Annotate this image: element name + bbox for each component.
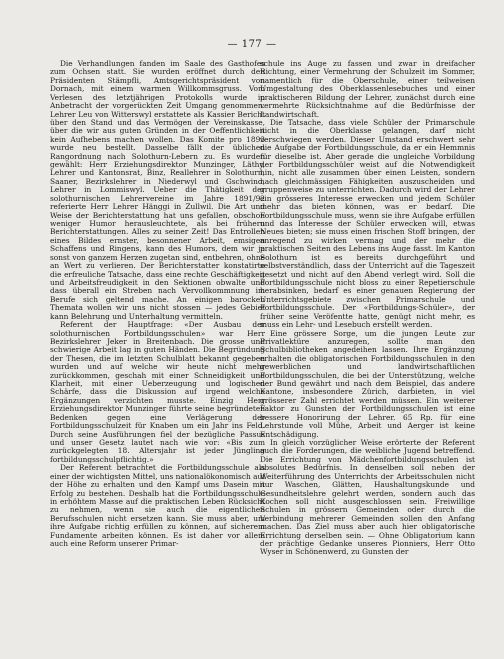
page-header: — 177 — (227, 39, 277, 50)
page-number: 177 (241, 39, 263, 50)
paragraph: Die Tatsache, dass viele Schüler der Primarschule nicht in die Oberklasse gelangen, darf nicht verschwiegen werden. Dieser Umstand erschwert sehr die Aufgabe der Fortbildungsschule, da er ein Hemmnis für dieselbe ist. Aber gerade die ungleiche Vorbildung der Fortbildungsschüler weist auf die Notwendigkeit hin, nicht alle zusammen über einen Leisten, sondern nach gleichmässigen Fähigkeiten auszuscheiden und gruppenweise zu unterrichten. Dadurch wird der Lehrer ein grösseres Interesse erwecken und jedem Schüler mehr das bieten können, was er bedarf. Die Fortbildungsschule muss, wenn sie ihre Aufgabe erfüllen und das Interesse der Schüler erwecken will, etwas Neues bieten; sie muss einen frischen Stoff bringen, der anregend zu wirken vermag und der mehr die praktischen Seiten des Lebens ins Auge fasst. Im Kanton Solothurn ist es bereits durchgeführt und selbstverständlich, dass der Unterricht auf die Tageszeit gesetzt und nicht auf den Abend verlegt wird. Soll die Fortbildungsschule nicht bloss zu einer Repetierschule herabsinken, bedarf es einer genauen Regierung der Unterrichtsgebiete zwischen Primarschule und Fortbildungsschule. Der «Fortbildungs-Schüler», der früher seine Veröfentte hatte, genügt nicht mehr, es muss ein Lehr- und Lesebuch erstellt werden. (260, 117, 475, 330)
paragraph-continuation: schule ins Auge zu fassen und zwar in dreifacher Richtung, einer Vermehrung der Schulzeit im Sommer, namentlich für die Oberschule, einer teilweisen Umgestaltung des Oberklassenlesebuches und einer praktischeren Bildung der Lehrer, zunächst durch eine vermehrte Rücksichtnahme auf die Bedürfnisse der Landwirtschaft. (260, 59, 475, 119)
paragraph: Referent der Hauptfrage: «Der Ausbau der solothurnischen Fortbildungsschulen» war Herr Bezirkslehrer Jeker in Breitenbach. Die grosse und schwierige Arbeit lag in guten Händen. Die Begründung der Thesen, die im letzten Schulblatt bekannt gegeben wurden und auf welche wir heute nicht mehr zurückkommen, geschah mit einer Schneidigkeit und Klarheit, mit einer Ueberzeugung und logischen Schärfe, dass die Diskussion auf irgend welche Ergänzungen verzichten musste. Einzig Herr Erziehungsdirektor Munzinger führte seine begründeten Bedenken gegen eine Verlägerung der Fortbildungsschulzeit für Knaben um ein Jahr ins Feld. Durch seine Ausführungen fiel der bezügliche Passus und unser Gesetz lautet nach wie vor: «Bis zum zurückgelegten 18. Altersjahr ist jeder Jüngling fortbildungsschulpflichtig.» (50, 320, 265, 464)
paragraph: Die Verhandlungen fanden im Saale des Gasthofes zum Ochsen statt. Sie wurden eröffnet durch den Präsidenten Stämpfli, Amtsgerichtspräsident von Dornach, mit einem warmen Willkommsgruss. Vom Verlesen des letztjährigen Protokolls wurde in Anbetracht der vorgerückten Zeit Umgang genommen. Lehrer Leu von Witterswyl erstattete als Kassier Bericht über den Stand und das Vermögen der Vereinskasse, über die wir aus guten Gründen in der Oeffentlichkeit kein Aufhebens machen wollen. Das Komite pro 1893 wurde neu bestellt. Dasselbe fällt der üblichen Rangordnung nach Solothurn-Lebern zu. Es wurden gewählt: Herr Erziehungsdirektor Munzinger, Läthy, Lehrer und Kantonsrat, Binz, Reallehrer in Solothurn, Saaner, Bezirkslehrer in Niederwyl und Gschwind, Lehrer in Lommiswyl. Ueber die Thätigkeit der solothurnischen Lehrervereine im Jahre 1891/92 referierte Herr Lehrer Hänggi in Zullwil. Die Art und Weise der Berichterstattung hat uns gefallen, obschon weniger Humor herausleuchtete, als bei frühern Berichterstattungen. Alles zu seiner Zeit! Das Entrollen eines Bildes ernster, besonnener Arbeit, emsigen Schaffens und Ringens, kann des Humors, dem wir ja sonst von ganzem Herzen zugetan sind, entbehren, ohne an Wert zu verlieren. Der Berichterstatter konstatirte die erfreuliche Tatsache, dass eine rechte Geschäftigkeit und Arbeitsfreudigkeit in den Sektionen obwalte und dass überall ein Streben nach Vervollkommnung im Berufe sich geltend mache. An einigen barocken Themata wollen wir uns nicht stossen — jedes Gebiet kann Belehrung und Unterhaltung vermitteln. (50, 59, 265, 321)
paragraph: In gleich vorzüglicher Weise erörterte der Referent auch die Forderungen, die weibliche Jugend betreffend. Die Errichtung von Mädchenfortbildungsschulen ist absolutes Bedürfnis. In denselben soll neben der Weiterführung des Unterrichts der Arbeitsschulen nicht nur Waschen, Glätten, Haushaltungskunde und Gesundheitslehre gelehrt werden, sondern auch das Kochen soll nicht ausgeschlossen sein. Freiwillige Schulen in grössern Gemeinden oder durch die Verbindung mehrerer Gemeinden sollen den Anfang machen. Das Ziel muss aber auch hier obligatorische Errichtung derselben sein. — Ohne Obligatorium kann der prächtige Gedanke unseres Pionniers, Herr Otto Wyser in Schönenwerd, zu Gunsten der (260, 437, 475, 557)
right-column (260, 60, 475, 557)
paragraph: Eine grössere Sorge, um die jungen Leute zur Privatlektüre anzuregen, sollte man den Schulbibliotheken angedeihen lassen. Ihre Ergänzung erhalten die obligatorischen Fortbildungsschulen in den gewerblichen und landwirtschaftlichen Fortbildungsschulen, die bei der Unterstützung, welche der Bund gewährt und nach dem Beispiel, das andere Kantone, insbesondere Zürich, darbieten, in viel grösserer Zahl errichtet werden müssen. Ein weiterer Faktor zu Gunsten der Fortbildungsschulen ist eine bessere Honorirung der Lehrer. 65 Rp. für eine Lehrstunde voll Mühe, Arbeit und Aerger ist keine Entschädigung. (260, 328, 475, 439)
paragraph: Der Referent betrachtet die Fortbildungsschule als einer der wichtigsten Mittel, uns nationalökonomisch auf der Höhe zu erhalten und den Kampf ums Dasein mit Erfolg zu bestehen. Deshalb hat die Fortbildungsschule in erhöhtem Masse auf die praktischen Leben Rücksicht zu nehmen, wenn sie auch die eigentlichen Berufsschulen nicht ersetzen kann. Sie muss aber, um ihre Aufgabe richtig erfüllen zu können, auf sicherem Fundamente arbeiten können. Es ist daher vor allem auch eine Reform unserer Primar- (50, 463, 265, 549)
left-column (50, 60, 265, 548)
